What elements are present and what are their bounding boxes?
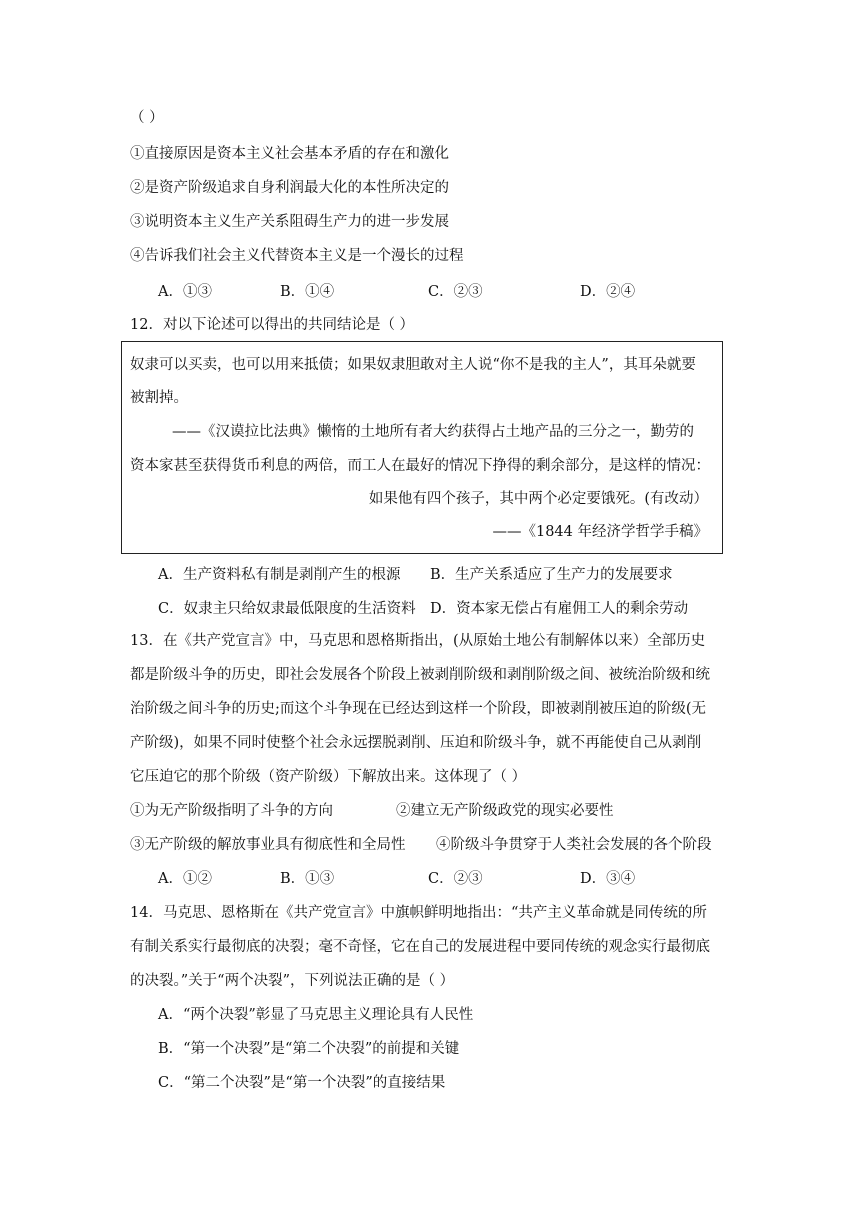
q11-item-2: ②是资产阶级追求自身利润最大化的本性所决定的	[130, 180, 449, 196]
q13-stem-line-1: 13．在《共产党宣言》中，马克思和恩格斯指出，(从原始土地公有制解体以来）全部历史	[130, 633, 706, 649]
q12-box-line-6: ——《1844 年经济学哲学手稿》	[492, 524, 708, 540]
q12-option-b: B．生产关系适应了生产力的发展要求	[430, 567, 673, 583]
q12-box-line-2: 被割掉。	[130, 390, 188, 406]
q11-option-b: B．①④	[280, 284, 335, 300]
q13-stem-line-4: 产阶级)，如果不同时使整个社会永远摆脱剥削、压迫和阶级斗争，就不再能使自己从剥削	[130, 735, 702, 751]
q13-option-c: C．②③	[428, 871, 483, 887]
q14-stem-line-2: 有制关系实行最彻底的决裂；毫不奇怪，它在自己的发展进程中要同传统的观念实行最彻底	[130, 939, 710, 955]
q11-option-a: A．①③	[158, 284, 212, 300]
q11-option-c: C．②③	[428, 284, 483, 300]
q14-stem-line-1: 14．马克思、恩格斯在《共产党宣言》中旗帜鲜明地指出：“共产主义革命就是同传统的所	[130, 905, 707, 921]
q12-box-line-4: 资本家甚至获得货币利息的两倍，而工人在最好的情况下挣得的剩余部分，是这样的情况：	[130, 458, 710, 474]
q13-option-a: A．①②	[158, 871, 212, 887]
q14-option-b: B．“第一个决裂”是“第二个决裂”的前提和关键	[158, 1041, 460, 1057]
q13-option-d: D．③④	[580, 871, 636, 887]
q13-stem-line-2: 都是阶级斗争的历史，即社会发展各个阶段上被剥削阶级和剥削阶级之间、被统治阶级和统	[130, 667, 710, 683]
q13-stem-line-3: 治阶级之间斗争的历史;而这个斗争现在已经达到这样一个阶段，即被剥削被压迫的阶级(无	[130, 701, 707, 717]
q11-item-1: ①直接原因是资本主义社会基本矛盾的存在和激化	[130, 146, 449, 162]
q14-option-a: A．“两个决裂”彰显了马克思主义理论具有人民性	[158, 1007, 474, 1023]
q13-item-4: ④阶级斗争贯穿于人类社会发展的各个阶段	[436, 837, 712, 853]
q12-quote-box	[121, 341, 723, 554]
q12-option-c: C．奴隶主只给奴隶最低限度的生活资料	[158, 601, 416, 617]
q12-stem: 12．对以下论述可以得出的共同结论是（ ）	[130, 317, 415, 333]
q13-item-1: ①为无产阶级指明了斗争的方向	[130, 803, 333, 819]
q12-box-line-1: 奴隶可以买卖，也可以用来抵债；如果奴隶胆敢对主人说“你不是我的主人”，其耳朵就要	[130, 357, 696, 373]
q14-option-c: C．“第二个决裂”是“第一个决裂”的直接结果	[158, 1075, 446, 1091]
q11-bracket: （ ）	[130, 110, 164, 126]
q12-option-a: A．生产资料私有制是剥削产生的根源	[158, 567, 401, 583]
q14-stem-line-3: 的决裂。”关于“两个决裂”，下列说法正确的是（ ）	[130, 973, 455, 989]
q13-item-3: ③无产阶级的解放事业具有彻底性和全局性	[130, 837, 406, 853]
q12-option-d: D．资本家无偿占有雇佣工人的剩余劳动	[430, 601, 689, 617]
q13-option-b: B．①③	[280, 871, 335, 887]
q13-stem-line-5: 它压迫它的那个阶级（资产阶级）下解放出来。这体现了（ ）	[130, 769, 527, 785]
q13-item-2: ②建立无产阶级政党的现实必要性	[396, 803, 614, 819]
q12-box-line-3: ——《汉谟拉比法典》懒惰的土地所有者大约获得占土地产品的三分之一，勤劳的	[172, 424, 694, 440]
q12-box-line-5: 如果他有四个孩子，其中两个必定要饿死。(有改动）	[368, 491, 708, 507]
q11-option-d: D．②④	[580, 284, 636, 300]
q11-item-4: ④告诉我们社会主义代替资本主义是一个漫长的过程	[130, 248, 464, 264]
q11-item-3: ③说明资本主义生产关系阻碍生产力的进一步发展	[130, 214, 449, 230]
